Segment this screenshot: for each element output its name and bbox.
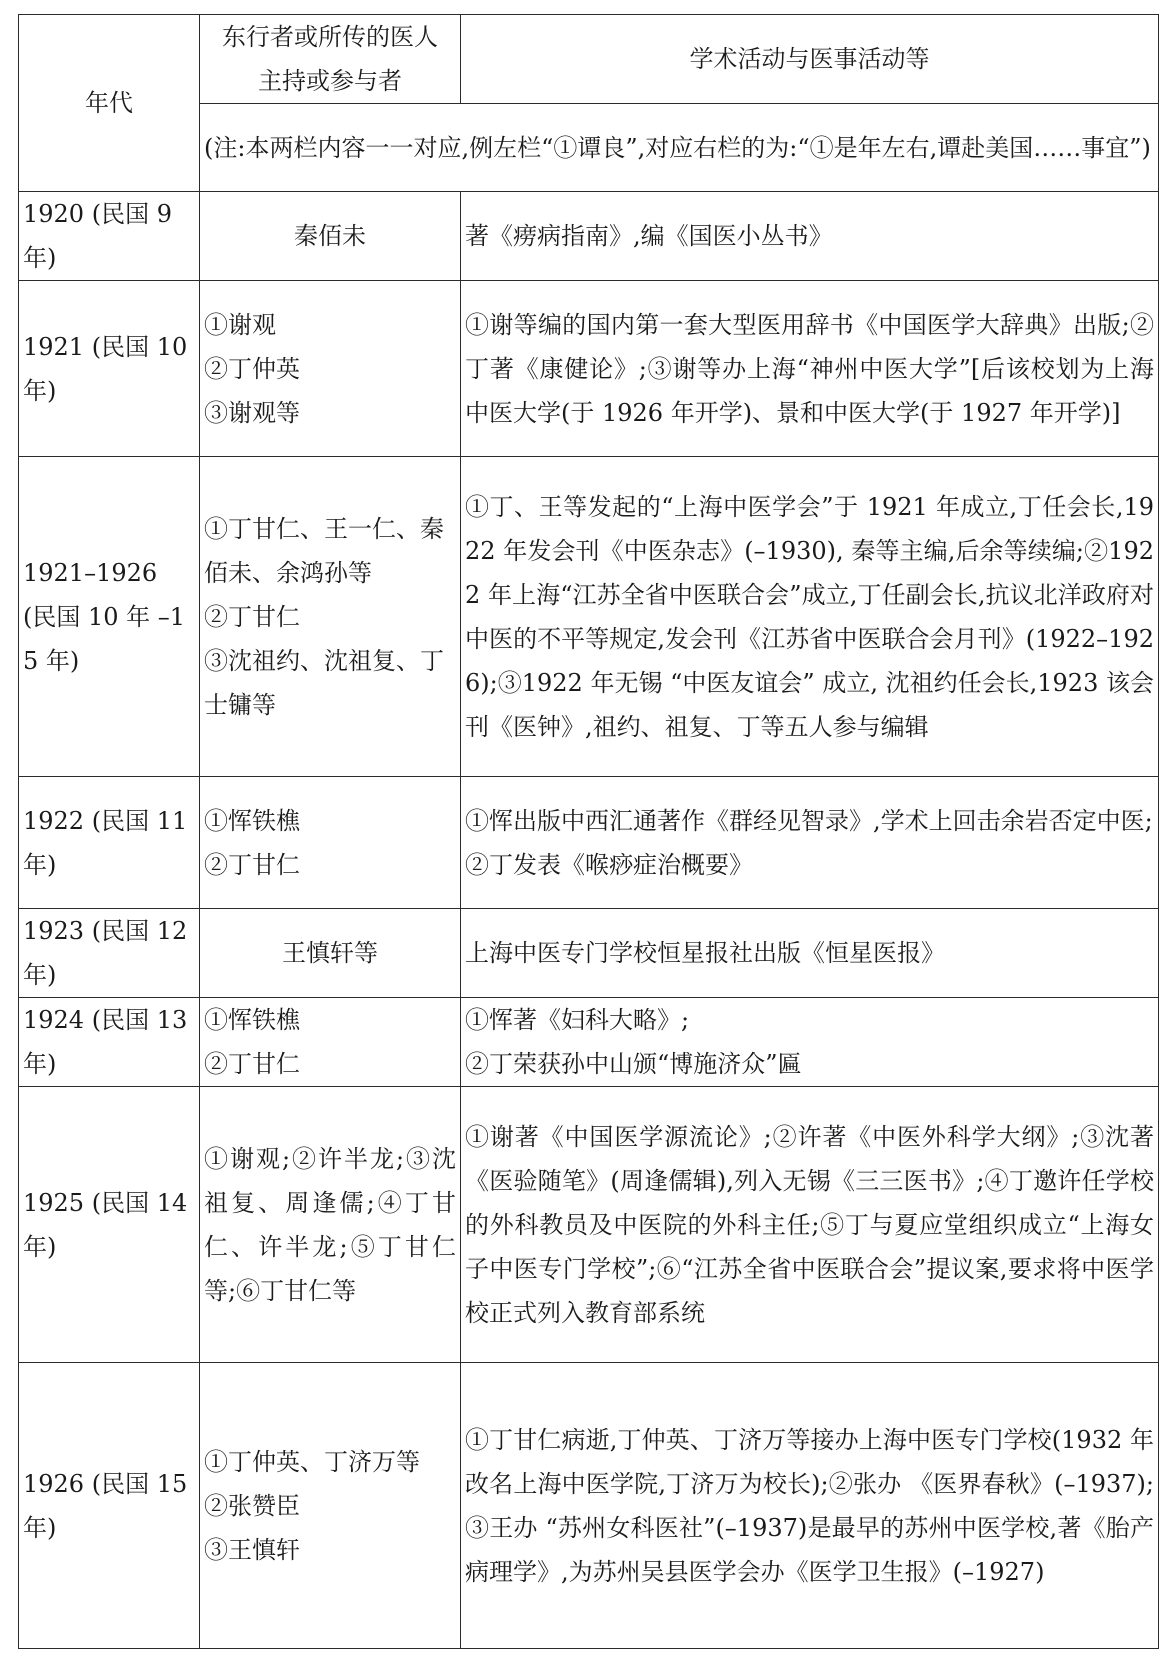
activity-item: ②丁荣获孙中山颁“博施济众”匾 [465, 1050, 802, 1078]
person-item: ②丁甘仁 [204, 1050, 300, 1078]
person-item: ②丁仲英 [204, 354, 300, 383]
row-persons: ①谢观;②许半龙;③沈祖复、周逢儒;④丁甘仁、许半龙;⑤丁甘仁等;⑥丁甘仁等 [200, 1087, 461, 1363]
row-activity: 著《痨病指南》,编《国医小丛书》 [461, 192, 1159, 281]
row-activity: ①谢等编的国内第一套大型医用辞书《中国医学大辞典》出版;②丁著《康健论》;③谢等办上海“神州中医大学”[后该校划为上海中医大学(于 1926 年开学)、景和中医大学(于 1927 年开学)] [461, 281, 1159, 457]
activity-item: ②丁发表《喉痧症治概要》 [465, 850, 753, 879]
row-year: 1923 (民国 12 年) [19, 909, 200, 998]
chronology-sheet [18, 14, 1158, 1636]
row-persons [200, 457, 461, 777]
header-year: 年代 [19, 15, 200, 192]
person-item: ①谢观 [204, 310, 276, 339]
header-persons-line1: 东行者或所传的医人 [222, 23, 438, 51]
row-activity: ①丁甘仁病逝,丁仲英、丁济万等接办上海中医专门学校(1932 年改名上海中医学院,丁济万为校长);②张办 《医界春秋》(–1937); ③王办 “苏州女科医社”(–1937)是最早的苏州中医学校,著《胎产病理学》,为苏州吴县医学会办《医学卫生报》(–1927) [461, 1363, 1159, 1649]
person-item: ①恽铁樵 [204, 806, 300, 835]
person-item: ③沈祖约、沈祖复、丁士镛等 [204, 646, 444, 719]
person-item: ②丁甘仁 [204, 602, 300, 631]
row-persons: 秦佰未 [200, 192, 461, 281]
table-row [19, 777, 1159, 909]
row-year: 1920 (民国 9 年) [19, 192, 200, 281]
row-year: 1925 (民国 14 年) [19, 1087, 200, 1363]
person-item: ②丁甘仁 [204, 850, 300, 879]
header-activity: 学术活动与医事活动等 [461, 15, 1159, 104]
row-year: 1926 (民国 15 年) [19, 1363, 200, 1649]
header-persons [200, 15, 461, 104]
table-row [19, 457, 1159, 777]
activity-item: ①恽出版中西汇通著作《群经见智录》,学术上回击余岩否定中医; [465, 806, 1153, 835]
person-item: ②张赞臣 [204, 1491, 300, 1520]
table-row [19, 998, 1159, 1087]
header-note: (注:本两栏内容一一对应,例左栏“①谭良”,对应右栏的为:“①是年左右,谭赴美国……事宜”) [200, 104, 1159, 192]
row-activity: ①丁、王等发起的“上海中医学会”于 1921 年成立,丁任会长,1922 年发会刊《中医杂志》(–1930), 秦等主编,后余等续编;②1922 年上海“江苏全省中医联合会”成立,丁任副会长,抗议北洋政府对中医的不平等规定,发会刊《江苏省中医联合会月刊》(1922–1926);③1922 年无锡 “中医友谊会” 成立, 沈祖约任会长,1923 该会刊《医钟》,祖约、祖复、丁等五人参与编辑 [461, 457, 1159, 777]
table-row [19, 909, 1159, 998]
row-persons [200, 998, 461, 1087]
row-activity [461, 998, 1159, 1087]
person-item: ①恽铁樵 [204, 1006, 300, 1034]
person-item: ①丁仲英、丁济万等 [204, 1447, 420, 1476]
row-year: 1921–1926 (民国 10 年 –15 年) [19, 457, 200, 777]
table-row [19, 1087, 1159, 1363]
row-persons [200, 1363, 461, 1649]
person-item: ③王慎轩 [204, 1535, 300, 1564]
row-persons [200, 281, 461, 457]
row-persons [200, 777, 461, 909]
chronology-table [18, 14, 1159, 1649]
header-persons-line2: 主持或参与者 [258, 67, 402, 95]
person-item: ①丁甘仁、王一仁、秦佰未、余鸿孙等 [204, 514, 444, 587]
activity-item: ①恽著《妇科大略》; [465, 1006, 690, 1034]
row-activity: 上海中医专门学校恒星报社出版《恒星医报》 [461, 909, 1159, 998]
row-year: 1924 (民国 13 年) [19, 998, 200, 1087]
table-row [19, 281, 1159, 457]
row-persons: 王慎轩等 [200, 909, 461, 998]
row-activity: ①谢著《中国医学源流论》;②许著《中医外科学大纲》;③沈著《医验随笔》(周逢儒辑),列入无锡《三三医书》;④丁邀许任学校的外科教员及中医院的外科主任;⑤丁与夏应堂组织成立“上海女子中医专门学校”;⑥“江苏全省中医联合会”提议案,要求将中医学校正式列入教育部系统 [461, 1087, 1159, 1363]
person-item: ③谢观等 [204, 398, 300, 427]
row-year: 1922 (民国 11 年) [19, 777, 200, 909]
table-row [19, 1363, 1159, 1649]
row-activity [461, 777, 1159, 909]
table-row [19, 192, 1159, 281]
row-year: 1921 (民国 10 年) [19, 281, 200, 457]
header-row [19, 15, 1159, 104]
